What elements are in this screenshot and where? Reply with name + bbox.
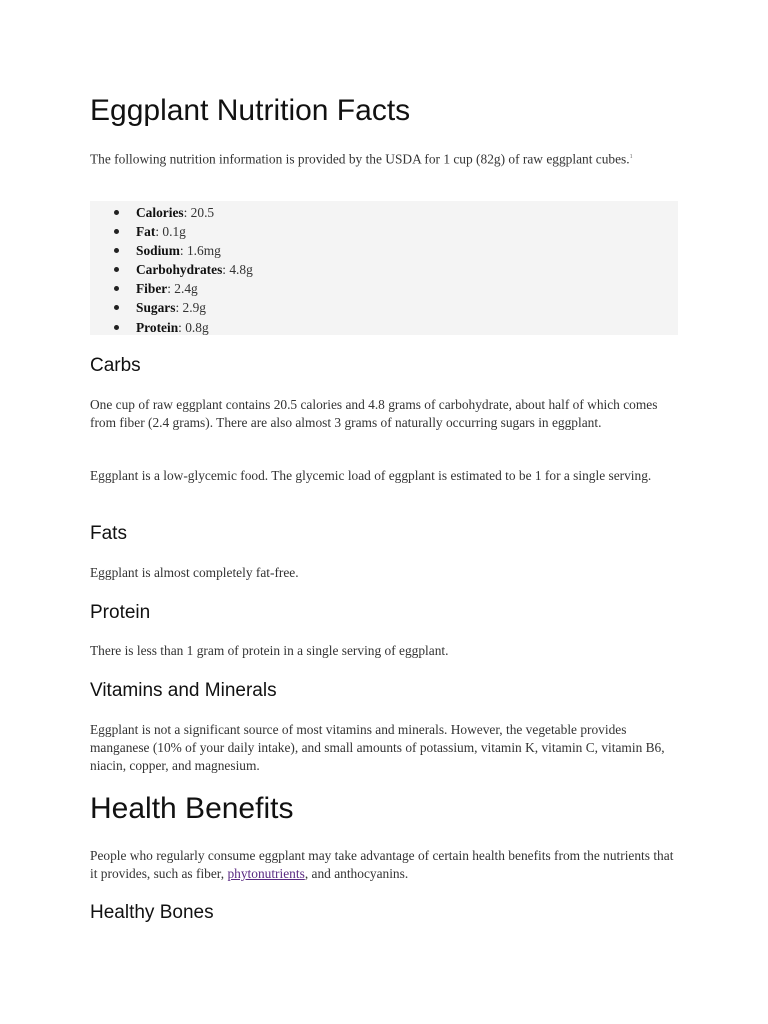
- nutrient-item: [90, 318, 678, 337]
- nutrient-name: Calories: [136, 205, 184, 220]
- nutrient-item: [90, 260, 678, 279]
- vitamins-paragraph: Eggplant is not a significant source of most vitamins and minerals. However, the vegetable provides manganese (10% of your daily intake), and small amounts of potassium, vitamin K, vitamin C, vitamin B6, niacin, copper, and magnesium.: [90, 722, 665, 773]
- nutrient-item: [90, 222, 678, 241]
- nutrient-value: : 2.9g: [175, 300, 206, 316]
- carbs-paragraph-1: One cup of raw eggplant contains 20.5 calories and 4.8 grams of carbohydrate, about half of which comes from fiber (2.4 grams). There are also almost 3 grams of naturally occurring sugars in eggplant.: [90, 397, 658, 430]
- section-title-health-benefits: Health Benefits: [90, 792, 294, 825]
- section-heading-healthy-bones: Healthy Bones: [90, 902, 214, 923]
- health-text-before: People who regularly consume eggplant may take advantage of certain health benefits from the nutrients that it provides, such as fiber,: [90, 848, 674, 881]
- citation-ref[interactable]: 1: [629, 154, 633, 160]
- nutrient-item: [90, 241, 678, 260]
- nutrient-name: Fat: [136, 224, 156, 240]
- health-paragraph: [90, 847, 678, 883]
- protein-paragraph: There is less than 1 gram of protein in a single serving of eggplant.: [90, 643, 449, 658]
- nutrient-value: : 1.6mg: [179, 243, 221, 259]
- section-heading-vitamins: Vitamins and Minerals: [90, 680, 277, 701]
- bullet-icon: [114, 248, 119, 253]
- nutrient-value: : 0.1g: [155, 224, 186, 240]
- bullet-icon: [114, 305, 119, 310]
- intro-text: The following nutrition information is provided by the USDA for 1 cup (82g) of raw eggplant cubes.: [90, 151, 630, 167]
- nutrient-value: : 0.8g: [178, 319, 209, 335]
- nutrient-item: [90, 298, 678, 317]
- nutrient-name: Protein: [136, 319, 179, 335]
- nutrient-value: : 2.4g: [167, 281, 198, 297]
- bullet-icon: [114, 210, 119, 215]
- carbs-paragraph-2: Eggplant is a low-glycemic food. The glycemic load of eggplant is estimated to be 1 for a single serving.: [90, 468, 652, 483]
- nutrient-value: : 4.8g: [222, 262, 253, 278]
- phytonutrients-link[interactable]: phytonutrients: [227, 866, 305, 881]
- nutrition-facts-box: [90, 201, 678, 335]
- health-text-after: , and anthocyanins.: [304, 866, 409, 881]
- nutrient-item: [90, 279, 678, 298]
- nutrient-item: [90, 203, 678, 222]
- nutrient-name: Sugars: [136, 300, 176, 316]
- bullet-icon: [114, 286, 119, 291]
- bullet-icon: [114, 325, 119, 330]
- nutrition-list: [90, 201, 678, 337]
- bullet-icon: [114, 267, 119, 272]
- section-heading-protein: Protein: [90, 602, 151, 623]
- page-title: Eggplant Nutrition Facts: [90, 94, 411, 127]
- bullet-icon: [114, 229, 119, 234]
- nutrient-name: Carbohydrates: [136, 262, 223, 278]
- fats-paragraph: Eggplant is almost completely fat-free.: [90, 565, 299, 580]
- intro-paragraph: [90, 148, 678, 168]
- nutrient-name: Sodium: [136, 243, 180, 259]
- section-heading-carbs: Carbs: [90, 355, 141, 376]
- section-heading-fats: Fats: [90, 523, 127, 544]
- nutrient-name: Fiber: [136, 281, 168, 297]
- nutrient-value: : 20.5: [183, 205, 215, 220]
